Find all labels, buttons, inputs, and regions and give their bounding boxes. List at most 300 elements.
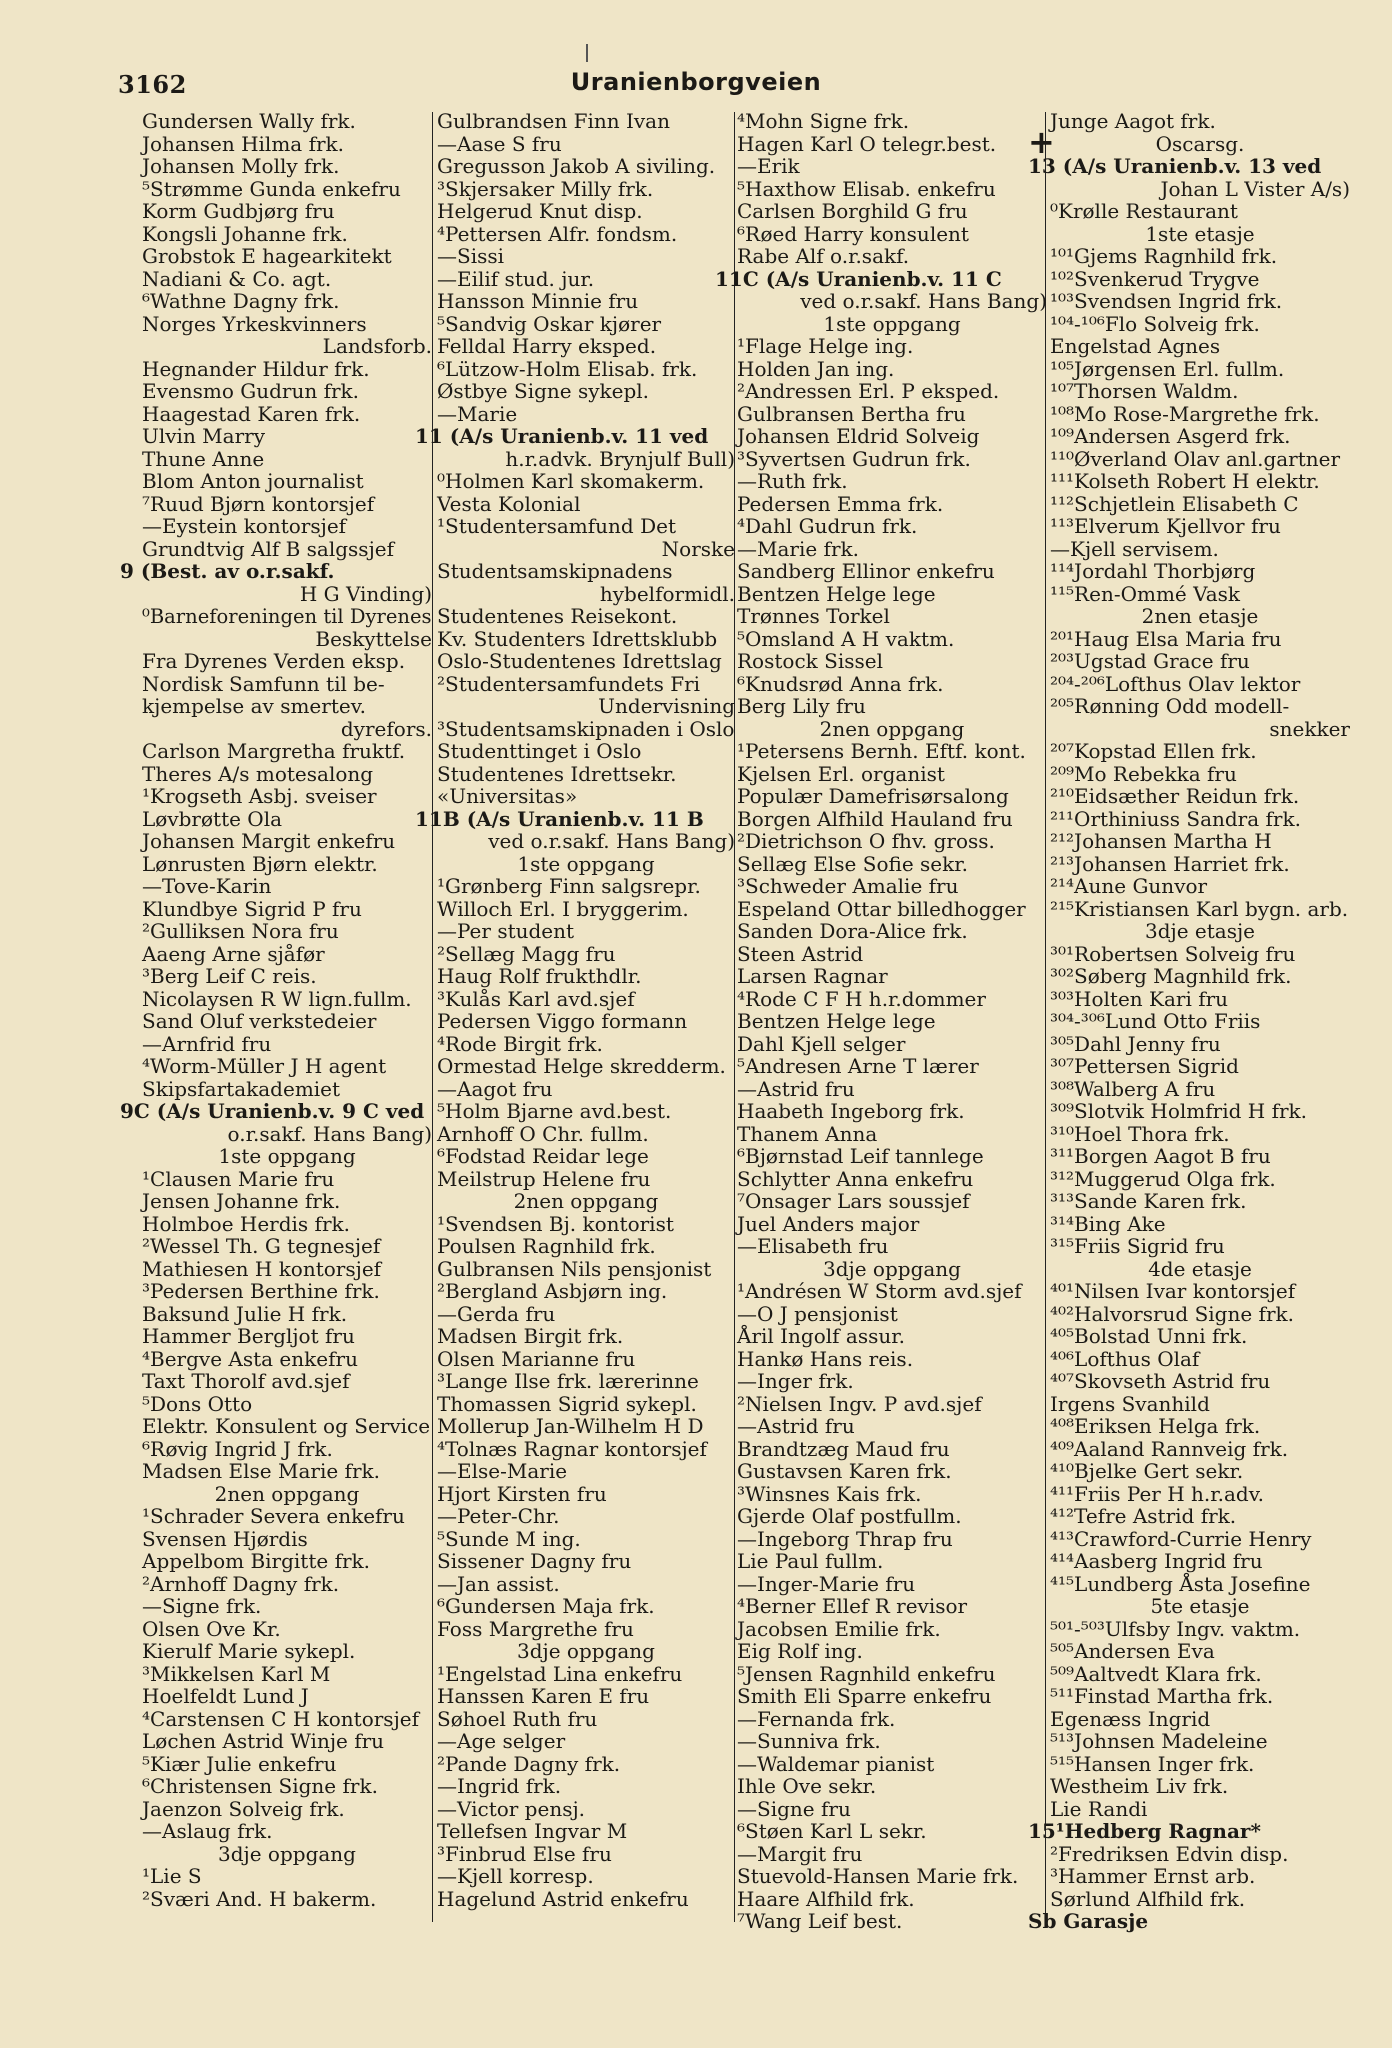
listing-entry: ³⁰²Søberg Magnhild frk.	[1050, 964, 1292, 988]
listing-entry: Gregusson Jakob A siviling.	[437, 154, 716, 178]
listing-entry: ¹⁰³Svendsen Ingrid frk.	[1050, 289, 1283, 313]
listing-entry: Willoch Erl. I bryggerim.	[437, 896, 689, 921]
listing-entry: Mathiesen H kontorsjef	[142, 1256, 382, 1281]
listing-entry: Jacobsen Emilie frk.	[737, 1616, 941, 1641]
listing-entry: Berg Lily fru	[737, 694, 866, 718]
listing-entry: 9 (Best. av o.r.sakf.	[120, 559, 335, 583]
listing-entry: ²¹¹Orthiniuss Sandra frk.	[1050, 806, 1301, 831]
listing-entry: ⁵⁰⁵Andersen Eva	[1050, 1639, 1215, 1663]
listing-entry: ⁵Dons Otto	[142, 1391, 253, 1416]
listing-entry: H G Vinding)	[299, 581, 432, 606]
listing-entry: Brandtzæg Maud fru	[737, 1436, 950, 1461]
listing-entry: ¹⁰⁷Thorsen Waldm.	[1050, 379, 1239, 403]
listing-entry: Taxt Thorolf avd.sjef	[142, 1369, 350, 1393]
listing-entry: ⁵Andresen Arne T lærer	[737, 1054, 979, 1078]
listing-entry: ²⁰⁹Mo Rebekka fru	[1050, 761, 1237, 786]
listing-entry: ¹⁰²Svenkerud Trygve	[1050, 266, 1260, 291]
listing-entry: ¹¹²Schjetlein Elisabeth C	[1050, 491, 1299, 516]
listing-entry: ⁰Holmen Karl skomakerm.	[437, 469, 705, 493]
listing-entry: ³Kulås Karl avd.sjef	[437, 986, 635, 1011]
listing-entry: Gundersen Wally frk.	[142, 109, 356, 133]
listing-entry: —Peter-Chr.	[437, 1504, 560, 1528]
listing-entry: ³¹²Muggerud Olga frk.	[1050, 1166, 1276, 1191]
listing-entry: Grundtvig Alf B salgssjef	[142, 536, 395, 561]
listing-entry: ³¹⁰Hoel Thora frk.	[1050, 1121, 1230, 1146]
listing-entry: h.r.advk. Brynjulf Bull)	[505, 446, 735, 471]
listing-entry: ²¹⁵Kristiansen Karl bygn. arb.	[1050, 896, 1349, 921]
listing-entry: Sissener Dagny fru	[437, 1549, 632, 1573]
listing-entry: ⁴Tolnæs Ragnar kontorsjef	[437, 1436, 707, 1461]
listing-entry: Pedersen Viggo formann	[437, 1009, 688, 1033]
listing-entry: ⁵Haxthow Elisab. enkefru	[737, 176, 996, 201]
listing-entry: —Sissi	[437, 244, 505, 268]
listing-entry: Gulbransen Bertha fru	[737, 401, 966, 426]
listing-entry: ⁴Pettersen Alfr. fondsm.	[437, 221, 678, 246]
listing-entry: ³Berg Leif C reis.	[142, 964, 317, 988]
listing-entry: Poulsen Ragnhild frk.	[437, 1234, 656, 1258]
listing-entry: ⁴Carstensen C H kontorsjef	[142, 1706, 420, 1731]
listing-entry: ⁵Sandvig Oskar kjører	[437, 311, 662, 336]
listing-entry: Lønrusten Bjørn elektr.	[142, 851, 378, 876]
listing-entry: —Sunniva frk.	[737, 1729, 881, 1753]
listing-entry: Haug Rolf frukthdlr.	[437, 964, 642, 988]
listing-entry: Westheim Liv frk.	[1050, 1774, 1229, 1798]
section-heading: 2nen oppgang	[214, 1481, 360, 1506]
listing-entry: Borgen Alfhild Hauland fru	[737, 806, 1013, 831]
listing-entry: —Ingeborg Thrap fru	[737, 1526, 953, 1551]
listing-entry: Undervisning	[598, 694, 735, 718]
listing-entry: ¹Svendsen Bj. kontorist	[437, 1211, 674, 1236]
listing-entry: Carlson Margretha fruktf.	[142, 739, 406, 763]
listing-entry: ⁴Rode Birgit frk.	[437, 1031, 603, 1056]
listing-entry: Ulvin Marry	[142, 424, 266, 448]
listing-entry: Jensen Johanne frk.	[142, 1189, 341, 1213]
section-heading: 5te etasje	[1150, 1594, 1250, 1618]
header-mark	[586, 44, 588, 62]
listing-entry: ²Bergland Asbjørn ing.	[437, 1279, 668, 1303]
listing-entry: Lie Paul fullm.	[737, 1549, 884, 1573]
listing-entry: Johansen Margit enkefru	[142, 829, 396, 853]
listing-entry: ¹¹¹Kolseth Robert H elektr.	[1050, 469, 1320, 493]
listing-entry: ²Sellæg Magg fru	[437, 941, 616, 966]
listing-entry: —Marie frk.	[737, 536, 859, 561]
listing-entry: Thanem Anna	[737, 1121, 878, 1146]
listing-entry: ³⁰⁸Walberg A fru	[1050, 1076, 1216, 1101]
listing-entry: ⁵Holm Bjarne avd.best.	[437, 1099, 672, 1123]
listing-entry: Holden Jan ing.	[737, 356, 895, 381]
listing-entry: —Gerda fru	[437, 1301, 556, 1326]
listing-entry: ³Schweder Amalie fru	[737, 874, 959, 898]
section-heading: 3dje oppgang	[218, 1841, 356, 1866]
listing-entry: ⁵Omsland A H vaktm.	[737, 626, 955, 651]
listing-entry: Blom Anton journalist	[142, 469, 364, 493]
listing-entry: —Margit fru	[737, 1841, 863, 1866]
listing-entry: Sandberg Ellinor enkefru	[737, 559, 995, 583]
listing-entry: ³Studentsamskipnaden i Oslo	[437, 716, 735, 741]
listing-entry: ³⁰³Holten Kari fru	[1050, 986, 1229, 1011]
listing-entry: ⁴⁰²Halvorsrud Signe frk.	[1050, 1301, 1294, 1326]
listing-entry: Hanssen Karen E fru	[437, 1684, 650, 1708]
listing-entry: Espeland Ottar billedhogger	[737, 896, 1026, 921]
listing-entry: Schlytter Anna enkefru	[737, 1166, 974, 1191]
listing-entry: —Age selger	[437, 1729, 566, 1753]
listing-entry: ⁶Røed Harry konsulent	[737, 221, 969, 246]
listing-entry: ¹Clausen Marie fru	[142, 1166, 335, 1191]
listing-entry: ²¹³Johansen Harriet frk.	[1050, 851, 1290, 876]
listing-entry: Søhoel Ruth fru	[437, 1706, 598, 1731]
listing-entry: ⁴¹⁰Bjelke Gert sekr.	[1050, 1459, 1244, 1483]
listing-entry: Populær Damefrisørsalong	[737, 784, 1009, 808]
listing-entry: ⁴¹⁴Aasberg Ingrid fru	[1050, 1549, 1263, 1573]
listing-entry: Landsforb.	[322, 334, 432, 358]
listing-entry: 11B (A/s Uranienb.v. 11 B	[415, 806, 704, 831]
directory-column-3	[715, 109, 1047, 2035]
listing-entry: ¹Schrader Severa enkefru	[142, 1504, 405, 1528]
listing-entry: Elektr. Konsulent og Service	[142, 1414, 431, 1438]
listing-entry: Meilstrup Helene fru	[437, 1166, 651, 1191]
listing-entry: dyrefors.	[340, 716, 432, 741]
listing-entry: Egenæss Ingrid	[1050, 1706, 1211, 1731]
listing-entry: Madsen Birgit frk.	[437, 1324, 624, 1348]
listing-entry: Appelbom Birgitte frk.	[142, 1549, 371, 1573]
listing-entry: Rabe Alf o.r.sakf.	[737, 244, 910, 268]
listing-entry: Smith Eli Sparre enkefru	[737, 1684, 992, 1708]
listing-entry: —Elisabeth fru	[737, 1234, 889, 1258]
listing-entry: Hegnander Hildur frk.	[142, 356, 370, 381]
listing-entry: ⁴¹⁵Lundberg Åsta Josefine	[1050, 1571, 1311, 1596]
listing-entry: Junge Aagot frk.	[1050, 109, 1216, 133]
listing-entry: ⁷Wang Leif best.	[737, 1909, 903, 1933]
listing-entry: ⁶Knudsrød Anna frk.	[737, 671, 944, 696]
listing-entry: ³¹¹Borgen Aagot B fru	[1050, 1144, 1271, 1168]
listing-entry: ⁵⁰⁹Aaltvedt Klara frk.	[1050, 1661, 1262, 1686]
listing-entry: ⁵⁰¹-⁵⁰³Ulfsby Ingv. vaktm.	[1050, 1616, 1301, 1641]
listing-entry: ²Studentersamfundets Fri	[437, 671, 701, 696]
section-heading: 1ste oppgang	[517, 851, 655, 876]
listing-entry: Studentsamskipnadens	[437, 559, 673, 583]
listing-entry: Trønnes Torkel	[737, 604, 890, 628]
listing-entry: ²⁰⁴-²⁰⁶Lofthus Olav lektor	[1050, 671, 1301, 696]
listing-entry: ⁴⁰⁷Skovseth Astrid fru	[1050, 1369, 1271, 1393]
listing-entry: Larsen Ragnar	[737, 964, 888, 988]
listing-entry: Juel Anders major	[737, 1211, 920, 1236]
listing-entry: Irgens Svanhild	[1050, 1391, 1210, 1416]
listing-entry: Johan L Vister A/s)	[1160, 176, 1350, 201]
listing-entry: —Signe fru	[737, 1796, 851, 1821]
listing-entry: Korm Gudbjørg fru	[142, 199, 335, 223]
listing-entry: ³⁰⁴-³⁰⁶Lund Otto Friis	[1050, 1009, 1261, 1033]
listing-entry: —Tove-Karin	[142, 874, 272, 898]
listing-entry: Baksund Julie H frk.	[142, 1301, 348, 1326]
listing-entry: ¹Lie S	[142, 1864, 202, 1888]
listing-entry: ²Fredriksen Edvin disp.	[1050, 1841, 1289, 1866]
listing-entry: ²⁰⁵Rønning Odd modell-	[1050, 694, 1290, 718]
section-heading: 1ste oppgang	[823, 311, 961, 336]
listing-entry: Hammer Bergljot fru	[142, 1324, 355, 1348]
listing-entry: ⁶Røvig Ingrid J frk.	[142, 1436, 333, 1461]
listing-entry: Thune Anne	[142, 446, 265, 471]
listing-entry: Kv. Studenters Idrettsklubb	[437, 626, 718, 651]
listing-entry: —Astrid fru	[737, 1414, 855, 1438]
listing-entry: —O J pensjonist	[737, 1301, 898, 1326]
listing-entry: ³⁰⁷Pettersen Sigrid	[1050, 1054, 1239, 1078]
listing-entry: ³⁰⁹Slotvik Holmfrid H frk.	[1050, 1099, 1308, 1123]
listing-entry: ³Skjersaker Milly frk.	[437, 176, 654, 201]
listing-entry: —Kjell servisem.	[1050, 536, 1219, 561]
listing-entry: ²Pande Dagny frk.	[437, 1751, 621, 1776]
listing-entry: Sanden Dora-Alice frk.	[737, 919, 968, 943]
listing-entry: —Inger-Marie fru	[737, 1571, 916, 1596]
listing-entry: Gustavsen Karen frk.	[737, 1459, 952, 1483]
listing-entry: —Aase S fru	[437, 131, 562, 156]
listing-entry: ¹⁰⁴-¹⁰⁶Flo Solveig frk.	[1050, 311, 1260, 336]
listing-entry: Mollerup Jan-Wilhelm H D	[437, 1414, 704, 1438]
listing-entry: ⁵Jensen Ragnhild enkefru	[737, 1661, 996, 1686]
listing-entry: —Aslaug frk.	[142, 1819, 273, 1843]
listing-entry: Haare Alfhild frk.	[737, 1886, 915, 1911]
listing-entry: ⁴⁰⁵Bolstad Unni frk.	[1050, 1324, 1248, 1348]
listing-entry: ⁴¹²Tefre Astrid frk.	[1050, 1504, 1237, 1528]
listing-entry: ⁴Dahl Gudrun frk.	[737, 514, 918, 538]
listing-entry: ⁴Mohn Signe frk.	[737, 109, 910, 133]
listing-entry: Beskyttelse	[315, 626, 432, 651]
listing-entry: —Per student	[437, 919, 575, 943]
listing-entry: —Ruth frk.	[737, 469, 848, 493]
listing-entry: ³Winsnes Kais frk.	[737, 1481, 922, 1506]
listing-entry: ⁵¹¹Finstad Martha frk.	[1050, 1684, 1274, 1708]
listing-entry: Olsen Marianne fru	[437, 1346, 636, 1371]
listing-entry: ²Gulliksen Nora fru	[142, 919, 339, 943]
listing-entry: Arnhoff O Chr. fullm.	[437, 1121, 649, 1146]
listing-entry: ¹Krogseth Asbj. sveiser	[142, 784, 377, 808]
listing-entry: Rostock Sissel	[737, 649, 883, 673]
listing-entry: Madsen Else Marie frk.	[142, 1459, 380, 1483]
listing-entry: Østbye Signe sykepl.	[437, 379, 650, 403]
listing-entry: 13 (A/s Uranienb.v. 13 ved	[1028, 154, 1322, 178]
listing-entry: ³Finbrud Else fru	[437, 1841, 612, 1866]
listing-entry: ⁴⁰⁸Eriksen Helga frk.	[1050, 1414, 1261, 1438]
listing-entry: snekker	[1269, 716, 1350, 741]
listing-entry: ²¹⁴Aune Gunvor	[1050, 874, 1208, 898]
listing-entry: ⁵Kiær Julie enkefru	[142, 1751, 337, 1776]
section-heading: 2nen etasje	[1141, 604, 1259, 628]
listing-entry: Studentenes Idrettsekr.	[437, 761, 677, 786]
listing-entry: ³¹³Sande Karen frk.	[1050, 1189, 1247, 1213]
listing-entry: ⁶Støen Karl L sekr.	[737, 1819, 927, 1843]
listing-entry: Gulbrandsen Finn Ivan	[437, 109, 670, 133]
listing-entry: Studentenes Reisekont.	[437, 604, 678, 628]
listing-entry: —Jan assist.	[437, 1571, 560, 1596]
listing-entry: Åril Ingolf assur.	[737, 1324, 905, 1348]
listing-entry: ²¹²Johansen Martha H	[1050, 829, 1272, 853]
listing-entry: Studenttinget i Oslo	[437, 739, 642, 763]
listing-entry: ⁴Bergve Asta enkefru	[142, 1346, 358, 1371]
listing-entry: ²Arnhoff Dagny frk.	[142, 1571, 340, 1596]
listing-entry: Helgerud Knut disp.	[437, 199, 643, 223]
listing-entry: Norske	[661, 536, 735, 561]
listing-entry: Ihle Ove sekr.	[737, 1774, 877, 1798]
listing-entry: Tellefsen Ingvar M	[437, 1819, 628, 1843]
listing-entry: Sørlund Alfhild frk.	[1050, 1886, 1246, 1911]
listing-entry: ¹Andrésen W Storm avd.sjef	[737, 1279, 1022, 1303]
listing-entry: ⁰Barneforeningen til Dyrenes	[142, 604, 432, 628]
listing-entry: Dahl Kjell selger	[737, 1031, 906, 1056]
listing-entry: Engelstad Agnes	[1050, 334, 1221, 358]
listing-entry: ⁴⁰⁹Aaland Rannveig frk.	[1050, 1436, 1289, 1461]
listing-entry: Løvbrøtte Ola	[142, 806, 283, 831]
listing-entry: —Else-Marie	[437, 1459, 568, 1483]
listing-entry: ¹Studentersamfund Det	[437, 514, 676, 538]
directory-column-2	[415, 109, 735, 2035]
listing-entry: Hjort Kirsten fru	[437, 1481, 607, 1506]
listing-entry: ⁴Rode C F H h.r.dommer	[737, 986, 986, 1011]
section-heading: 1ste oppgang	[218, 1144, 356, 1168]
listing-entry: Kongsli Johanne frk.	[142, 221, 348, 246]
listing-entry: —Inger frk.	[737, 1369, 854, 1393]
section-heading: Oscarsg.	[1155, 131, 1245, 156]
listing-entry: Holmboe Herdis frk.	[142, 1211, 350, 1236]
page-header	[0, 0, 1392, 108]
listing-entry: —Arnfrid fru	[142, 1031, 272, 1056]
listing-entry: Skipsfartakademiet	[142, 1076, 341, 1101]
listing-entry: Pedersen Emma frk.	[737, 491, 944, 516]
listing-entry: Johansen Hilma frk.	[142, 131, 345, 156]
listing-entry: Norges Yrkeskvinners	[142, 311, 367, 336]
listing-entry: —Eystein kontorsjef	[142, 514, 347, 538]
listing-entry: hybelformidl.	[599, 581, 735, 606]
listing-entry: Vesta Kolonial	[437, 491, 581, 516]
page-number: 3162	[118, 70, 187, 99]
listing-entry: —Ingrid frk.	[437, 1774, 562, 1798]
section-heading: 3dje oppgang	[517, 1639, 655, 1663]
listing-entry: 11C (A/s Uranienb.v. 11 C	[715, 266, 1002, 291]
listing-entry: ⁶Fodstad Reidar lege	[437, 1144, 649, 1168]
listing-entry: ved o.r.sakf. Hans Bang)	[800, 289, 1047, 313]
listing-entry: Hagen Karl O telegr.best.	[737, 131, 997, 156]
listing-entry: ²¹⁰Eidsæther Reidun frk.	[1050, 784, 1300, 808]
listing-entry: ⁴Worm-Müller J H agent	[142, 1054, 387, 1078]
listing-entry: kjempelse av smertev.	[142, 694, 366, 718]
listing-entry: ³⁰⁵Dahl Jenny fru	[1050, 1031, 1221, 1056]
listing-entry: Ormestad Helge skredderm.	[437, 1054, 726, 1078]
listing-entry: Felldal Harry eksped.	[437, 334, 657, 358]
listing-entry: Sellæg Else Sofie sekr.	[737, 851, 968, 876]
listing-entry: ⁵Sunde M ing.	[437, 1526, 581, 1551]
listing-entry: ⁶Lützow-Holm Elisab. frk.	[437, 356, 698, 381]
listing-entry: ⁴¹¹Friis Per H h.r.adv.	[1050, 1481, 1264, 1506]
listing-entry: Nordisk Samfunn til be-	[142, 671, 385, 696]
listing-entry: Johansen Molly frk.	[142, 154, 340, 178]
column-rule	[432, 112, 433, 1922]
listing-entry: ²Wessel Th. G tegnesjef	[142, 1234, 381, 1258]
listing-entry: Hoelfeldt Lund J	[142, 1684, 309, 1708]
listing-entry: ³¹⁴Bing Ake	[1050, 1211, 1166, 1236]
listing-entry: ¹⁰⁹Andersen Asgerd frk.	[1050, 424, 1291, 448]
listing-entry: 15¹Hedberg Ragnar*	[1028, 1819, 1261, 1843]
listing-entry: Hagelund Astrid enkefru	[437, 1886, 689, 1911]
listing-entry: ²⁰³Ugstad Grace fru	[1050, 649, 1250, 673]
listing-entry: ¹⁰¹Gjems Ragnhild frk.	[1050, 244, 1278, 268]
directory-column-1	[120, 109, 432, 2035]
listing-entry: ²⁰¹Haug Elsa Maria fru	[1050, 626, 1282, 651]
listing-entry: Hansson Minnie fru	[437, 289, 639, 313]
listing-entry: ³Pedersen Berthine frk.	[142, 1279, 380, 1303]
listing-entry: ⁵¹⁵Hansen Inger frk.	[1050, 1751, 1255, 1776]
listing-entry: Bentzen Helge lege	[737, 581, 936, 606]
listing-entry: Fra Dyrenes Verden eksp.	[142, 649, 406, 673]
listing-entry: Kierulf Marie sykepl.	[142, 1639, 356, 1663]
listing-entry: ¹Grønberg Finn salgsrepr.	[437, 874, 701, 898]
listing-entry: ¹⁰⁵Jørgensen Erl. fullm.	[1050, 356, 1285, 381]
listing-entry: ³⁰¹Robertsen Solveig fru	[1050, 941, 1296, 966]
listing-entry: —Astrid fru	[737, 1076, 855, 1101]
listing-entry: ²Dietrichson O fhv. gross.	[737, 829, 995, 853]
listing-entry: ⁴⁰⁶Lofthus Olaf	[1050, 1346, 1200, 1371]
listing-entry: ⁵Strømme Gunda enkefru	[142, 176, 401, 201]
listing-entry: ²Andressen Erl. P eksped.	[737, 379, 1000, 403]
listing-entry: Haagestad Karen frk.	[142, 401, 361, 426]
listing-entry: —Aagot fru	[437, 1076, 553, 1101]
section-heading: 2nen oppgang	[513, 1189, 659, 1213]
listing-entry: —Marie	[437, 401, 518, 426]
listing-entry: ¹Flage Helge ing.	[737, 334, 914, 358]
listing-entry: ³¹⁵Friis Sigrid fru	[1050, 1234, 1225, 1258]
listing-entry: 11 (A/s Uranienb.v. 11 ved	[415, 424, 709, 448]
listing-entry: ¹¹⁴Jordahl Thorbjørg	[1050, 559, 1256, 583]
listing-entry: ⁵¹³Johnsen Madeleine	[1050, 1729, 1268, 1753]
listing-entry: ¹¹³Elverum Kjellvor fru	[1050, 514, 1281, 538]
section-heading: 1ste etasje	[1145, 221, 1255, 246]
listing-entry: Theres A/s motesalong	[142, 761, 374, 786]
listing-entry: ¹¹⁰Øverland Olav anl.gartner	[1050, 446, 1341, 471]
listing-entry: ⁷Onsager Lars soussjef	[737, 1189, 970, 1213]
listing-entry: —Kjell korresp.	[437, 1864, 594, 1888]
listing-entry: ⁰Krølle Restaurant	[1050, 199, 1238, 223]
listing-entry: Lie Randi	[1050, 1796, 1148, 1821]
listing-entry: Gulbransen Nils pensjonist	[437, 1256, 712, 1281]
listing-entry: Thomassen Sigrid sykepl.	[437, 1391, 697, 1416]
listing-entry: Carlsen Borghild G fru	[737, 199, 968, 223]
listing-entry: ¹Engelstad Lina enkefru	[437, 1661, 683, 1686]
section-heading: 2nen oppgang	[819, 716, 965, 741]
listing-entry: ved o.r.sakf. Hans Bang)	[488, 829, 735, 853]
listing-entry: ¹¹⁵Ren-Ommé Vask	[1050, 581, 1241, 606]
listing-entry: Grobstok E hagearkitekt	[142, 244, 392, 268]
listing-entry: Klundbye Sigrid P fru	[142, 896, 362, 921]
listing-entry: ⁴Berner Ellef R revisor	[737, 1594, 968, 1618]
listing-entry: ⁴⁰¹Nilsen Ivar kontorsjef	[1050, 1279, 1296, 1303]
listing-entry: —Erik	[737, 154, 800, 178]
listing-entry: Haabeth Ingeborg frk.	[737, 1099, 965, 1123]
listing-entry: Olsen Ove Kr.	[142, 1616, 281, 1641]
listing-entry: ⁶Bjørnstad Leif tannlege	[737, 1144, 984, 1168]
directory-column-4	[1028, 109, 1350, 2035]
listing-entry: Hankø Hans reis.	[737, 1346, 914, 1371]
listing-entry: 9C (A/s Uranienb.v. 9 C ved	[120, 1099, 425, 1123]
section-heading: 3dje etasje	[1144, 919, 1256, 943]
listing-entry: Jaenzon Solveig frk.	[142, 1796, 345, 1821]
listing-entry: Kjelsen Erl. organist	[737, 761, 945, 786]
listing-entry: —Fernanda frk.	[737, 1706, 896, 1731]
listing-entry: ²Nielsen Ingv. P avd.sjef	[737, 1391, 982, 1416]
listing-entry: Bentzen Helge lege	[737, 1009, 936, 1033]
listing-entry: Løchen Astrid Winje fru	[142, 1729, 385, 1753]
listing-entry: Svensen Hjørdis	[142, 1526, 308, 1551]
listing-entry: —Signe frk.	[142, 1594, 262, 1618]
street-title: Uranienborgveien	[570, 68, 822, 96]
listing-entry: ¹⁰⁸Mo Rose-Margrethe frk.	[1050, 401, 1320, 426]
listing-entry: ⁶Gundersen Maja frk.	[437, 1594, 655, 1618]
